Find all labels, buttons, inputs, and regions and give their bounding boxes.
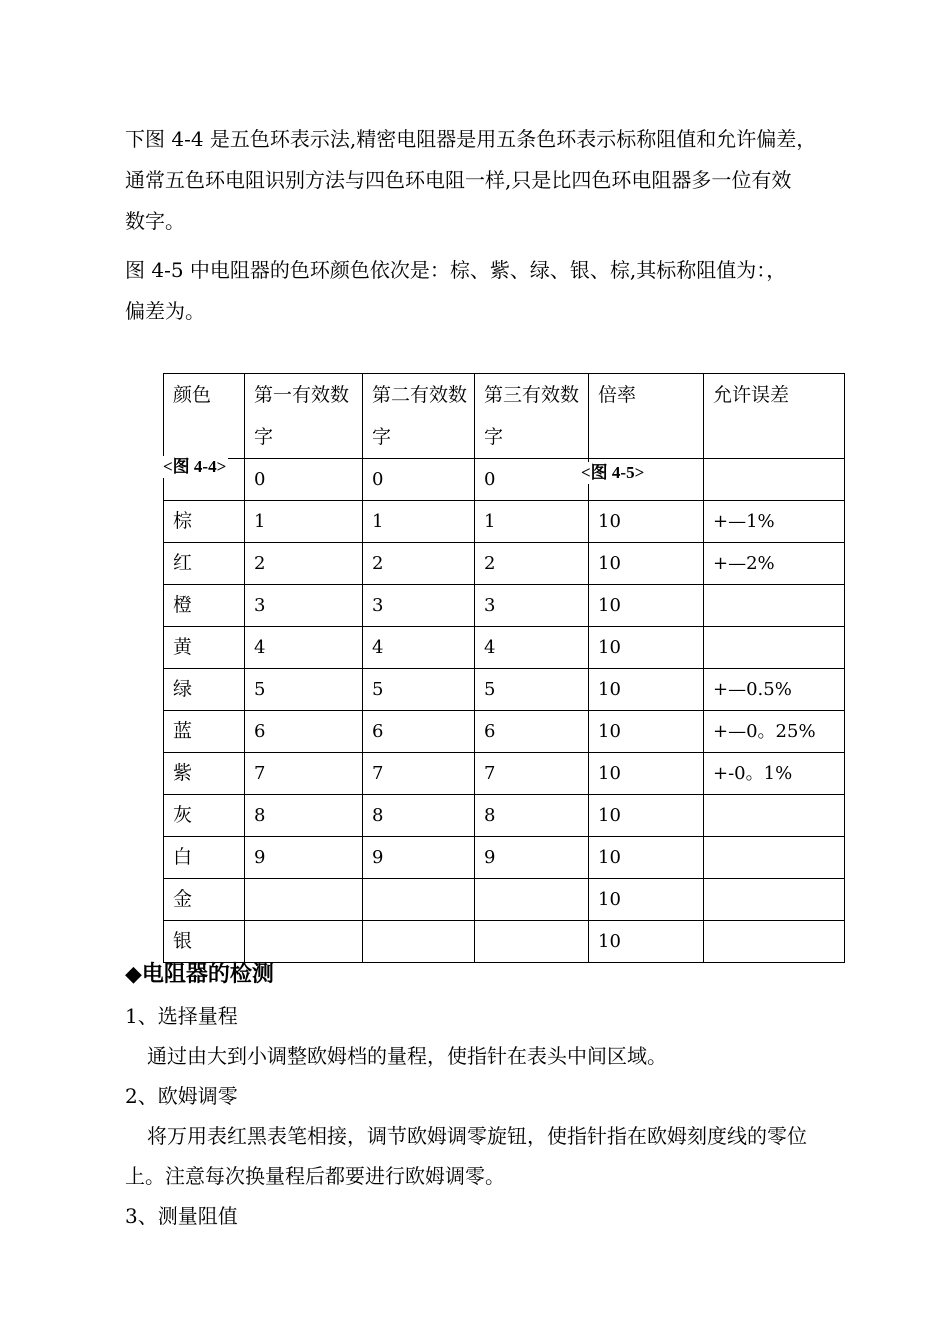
table-row [164, 669, 845, 711]
cell-first-digit: 9 [245, 837, 363, 879]
cell-tolerance [704, 627, 845, 669]
table-row [164, 795, 845, 837]
cell-first-digit: 8 [245, 795, 363, 837]
step-1-body: 通过由大到小调整欧姆档的量程，使指针在表头中间区域。 [147, 1044, 667, 1068]
cell-second-digit: 3 [363, 585, 475, 627]
cell-tolerance [704, 795, 845, 837]
cell-third-digit [475, 879, 589, 921]
cell-color: 银 [164, 921, 245, 963]
cell-color: 白 [164, 837, 245, 879]
table-row [164, 837, 845, 879]
intro-line-5: 偏差为。 [125, 299, 205, 323]
cell-third-digit: 5 [475, 669, 589, 711]
intro-line-2: 通常五色环电阻识别方法与四色环电阻一样,只是比四色环电阻器多一位有效 [125, 168, 792, 192]
cell-multiplier: 10 [589, 921, 704, 963]
cell-multiplier: 10 [589, 627, 704, 669]
cell-tolerance: +—0。25% [704, 711, 845, 753]
cell-tolerance [704, 459, 845, 501]
cell-tolerance: +—0.5% [704, 669, 845, 711]
table-row [164, 879, 845, 921]
cell-color: 黄 [164, 627, 245, 669]
figure-4-4-label: <图 4-4> [163, 457, 227, 476]
table-row [164, 459, 845, 501]
table-row [164, 543, 845, 585]
cell-color: 灰 [164, 795, 245, 837]
cell-third-digit: 2 [475, 543, 589, 585]
cell-tolerance: +-0。1% [704, 753, 845, 795]
step-2-title: 2、欧姆调零 [125, 1084, 238, 1108]
cell-tolerance [704, 837, 845, 879]
cell-tolerance [704, 585, 845, 627]
cell-first-digit: 2 [245, 543, 363, 585]
header-third-digit: 第三有效数字 [475, 374, 589, 459]
cell-color: 橙 [164, 585, 245, 627]
cell-multiplier: 10 [589, 711, 704, 753]
cell-second-digit: 9 [363, 837, 475, 879]
cell-third-digit [475, 921, 589, 963]
cell-third-digit: 1 [475, 501, 589, 543]
table-row [164, 753, 845, 795]
cell-second-digit [363, 879, 475, 921]
table-row [164, 585, 845, 627]
cell-third-digit: 6 [475, 711, 589, 753]
step-1-title: 1、选择量程 [125, 1004, 238, 1028]
cell-color: 红 [164, 543, 245, 585]
cell-first-digit: 0 [245, 459, 363, 501]
cell-second-digit: 6 [363, 711, 475, 753]
header-multiplier: 倍率 [589, 374, 704, 459]
table-row [164, 711, 845, 753]
cell-color: 棕 [164, 501, 245, 543]
cell-third-digit: 0 [475, 459, 589, 501]
cell-multiplier: 10 [589, 837, 704, 879]
cell-second-digit: 8 [363, 795, 475, 837]
cell-multiplier: 10 [589, 669, 704, 711]
step-2-body-line-2: 上。注意每次换量程后都要进行欧姆调零。 [125, 1164, 505, 1188]
cell-tolerance [704, 921, 845, 963]
cell-multiplier: 10 [589, 585, 704, 627]
cell-color: 紫 [164, 753, 245, 795]
cell-multiplier: 10 [589, 753, 704, 795]
cell-first-digit: 7 [245, 753, 363, 795]
intro-line-4: 图 4-5 中电阻器的色环颜色依次是：棕、紫、绿、银、棕,其标称阻值为：， [125, 258, 787, 282]
step-3-title: 3、测量阻值 [125, 1204, 238, 1228]
table-row [164, 627, 845, 669]
intro-line-1: 下图 4-4 是五色环表示法,精密电阻器是用五条色环表示标称阻值和允许偏差， [125, 127, 817, 151]
cell-multiplier: 10 [589, 543, 704, 585]
cell-second-digit [363, 921, 475, 963]
section-heading: ◆电阻器的检测 [125, 962, 274, 987]
cell-multiplier: 10 [589, 795, 704, 837]
cell-second-digit: 1 [363, 501, 475, 543]
cell-first-digit: 4 [245, 627, 363, 669]
cell-first-digit: 1 [245, 501, 363, 543]
cell-color: 绿 [164, 669, 245, 711]
cell-second-digit: 4 [363, 627, 475, 669]
cell-third-digit: 4 [475, 627, 589, 669]
cell-third-digit: 8 [475, 795, 589, 837]
cell-multiplier: 10 [589, 501, 704, 543]
header-first-digit: 第一有效数字 [245, 374, 363, 459]
header-second-digit: 第二有效数字 [363, 374, 475, 459]
color-code-table [163, 373, 845, 963]
cell-tolerance: +—2% [704, 543, 845, 585]
cell-second-digit: 5 [363, 669, 475, 711]
cell-second-digit: 7 [363, 753, 475, 795]
cell-first-digit: 3 [245, 585, 363, 627]
cell-second-digit: 2 [363, 543, 475, 585]
cell-multiplier: 10 [589, 879, 704, 921]
cell-third-digit: 3 [475, 585, 589, 627]
table-header-row [164, 374, 845, 459]
header-tolerance: 允许误差 [704, 374, 845, 459]
cell-first-digit: 6 [245, 711, 363, 753]
cell-tolerance [704, 879, 845, 921]
cell-first-digit: 5 [245, 669, 363, 711]
step-2-body-line-1: 将万用表红黑表笔相接，调节欧姆调零旋钮，使指针指在欧姆刻度线的零位 [147, 1124, 807, 1148]
cell-color: 金 [164, 879, 245, 921]
intro-line-3: 数字。 [125, 209, 185, 233]
cell-second-digit: 0 [363, 459, 475, 501]
cell-third-digit: 9 [475, 837, 589, 879]
cell-tolerance: +—1% [704, 501, 845, 543]
header-color: 颜色 [164, 374, 245, 459]
figure-4-5-label: <图 4-5> [581, 463, 645, 482]
cell-third-digit: 7 [475, 753, 589, 795]
cell-first-digit [245, 879, 363, 921]
cell-color: 蓝 [164, 711, 245, 753]
table-row [164, 501, 845, 543]
